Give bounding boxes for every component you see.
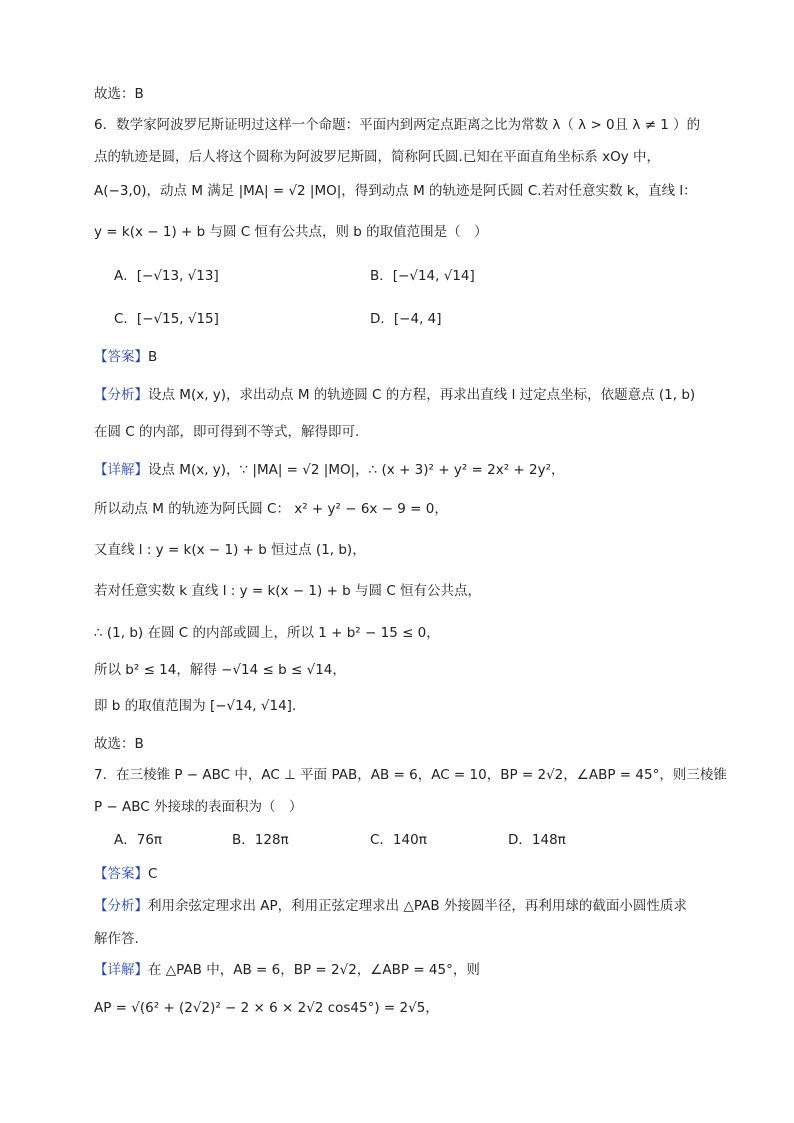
analysis-text: 利用余弦定理求出 AP，利用正弦定理求出 △PAB 外接圆半径，再利用球的截面小圆性质求: [148, 898, 687, 914]
q7-option-a: A．76π: [114, 832, 163, 848]
q6-detail-line-6: 所以 b² ≤ 14，解得 −√14 ≤ b ≤ √14，: [94, 662, 346, 678]
q7-analysis-line-1: [94, 896, 706, 916]
q6-detail-line-1: [94, 460, 706, 480]
detail-text: 在 △PAB 中，AB = 6，BP = 2√2，∠ABP = 45°，则: [148, 962, 480, 978]
detail-text: 设点 M(x, y)，∵ |MA| = √2 |MO|，∴ (x + 3)² + y² = 2x² + 2y²，: [148, 462, 565, 478]
analysis-tag: 【分析】: [94, 387, 148, 403]
prev-answer-line: 故选：B: [94, 86, 144, 102]
detail-tag: 【详解】: [94, 462, 148, 478]
detail-tag: 【详解】: [94, 962, 148, 978]
q6-option-d: D．[−4, 4]: [370, 311, 442, 327]
q6-stem-line-2: 点的轨迹是圆，后人将这个圆称为阿波罗尼斯圆，简称阿氏圆.已知在平面直角坐标系 xOy 中，: [94, 149, 660, 165]
q6-stem-line-1: 6．数学家阿波罗尼斯证明过这样一个命题：平面内到两定点距离之比为常数 λ（ λ > 0且 λ ≠ 1 ）的: [94, 117, 701, 133]
q7-analysis-line-2: 解作答.: [94, 931, 139, 947]
answer-tag: 【答案】: [94, 866, 148, 882]
q7-detail-line-1: [94, 960, 706, 980]
q7-option-d: D．148π: [508, 832, 566, 848]
analysis-text: 设点 M(x, y)，求出动点 M 的轨迹圆 C 的方程，再求出直线 l 过定点坐标，依题意点 (1, b): [148, 387, 696, 403]
q6-detail-line-8: 故选：B: [94, 736, 144, 752]
answer-text: B: [148, 349, 158, 365]
q7-option-b: B．128π: [232, 832, 289, 848]
q7-detail-line-2: AP = √(6² + (2√2)² − 2 × 6 × 2√2 cos45°) = 2√5，: [94, 1000, 439, 1016]
q6-detail-line-4: 若对任意实数 k 直线 l : y = k(x − 1) + b 与圆 C 恒有公共点，: [94, 583, 482, 599]
q6-option-a: A．[−√13, √13]: [114, 268, 219, 284]
q6-stem-line-4: y = k(x − 1) + b 与圆 C 恒有公共点，则 b 的取值范围是（ ）: [94, 224, 488, 240]
answer-tag: 【答案】: [94, 349, 148, 365]
q6-answer: [94, 347, 706, 367]
analysis-tag: 【分析】: [94, 898, 148, 914]
q6-detail-line-3: 又直线 l : y = k(x − 1) + b 恒过点 (1, b)，: [94, 542, 366, 558]
q6-detail-line-5: ∴ (1, b) 在圆 C 的内部或圆上，所以 1 + b² − 15 ≤ 0，: [94, 625, 440, 641]
q6-stem-line-3: A(−3,0)，动点 M 满足 |MA| = √2 |MO|，得到动点 M 的轨迹是阿氏圆 C.若对任意实数 k，直线 l：: [94, 183, 697, 199]
q7-stem-line-1: 7．在三棱锥 P − ABC 中，AC ⊥ 平面 PAB，AB = 6，AC = 10，BP = 2√2，∠ABP = 45°，则三棱锥: [94, 767, 727, 783]
q6-option-c: C．[−√15, √15]: [114, 311, 219, 327]
q6-analysis-line-2: 在圆 C 的内部，即可得到不等式，解得即可.: [94, 424, 360, 440]
q6-detail-line-7: 即 b 的取值范围为 [−√14, √14].: [94, 698, 297, 714]
q7-answer: [94, 864, 706, 884]
q6-option-b: B．[−√14, √14]: [370, 268, 475, 284]
q6-detail-line-2: 所以动点 M 的轨迹为阿氏圆 C： x² + y² − 6x − 9 = 0，: [94, 501, 448, 517]
answer-text: C: [148, 866, 158, 882]
q6-analysis-line-1: [94, 385, 706, 405]
q7-stem-line-2: P − ABC 外接球的表面积为（ ）: [94, 799, 303, 815]
q7-option-c: C．140π: [370, 832, 427, 848]
